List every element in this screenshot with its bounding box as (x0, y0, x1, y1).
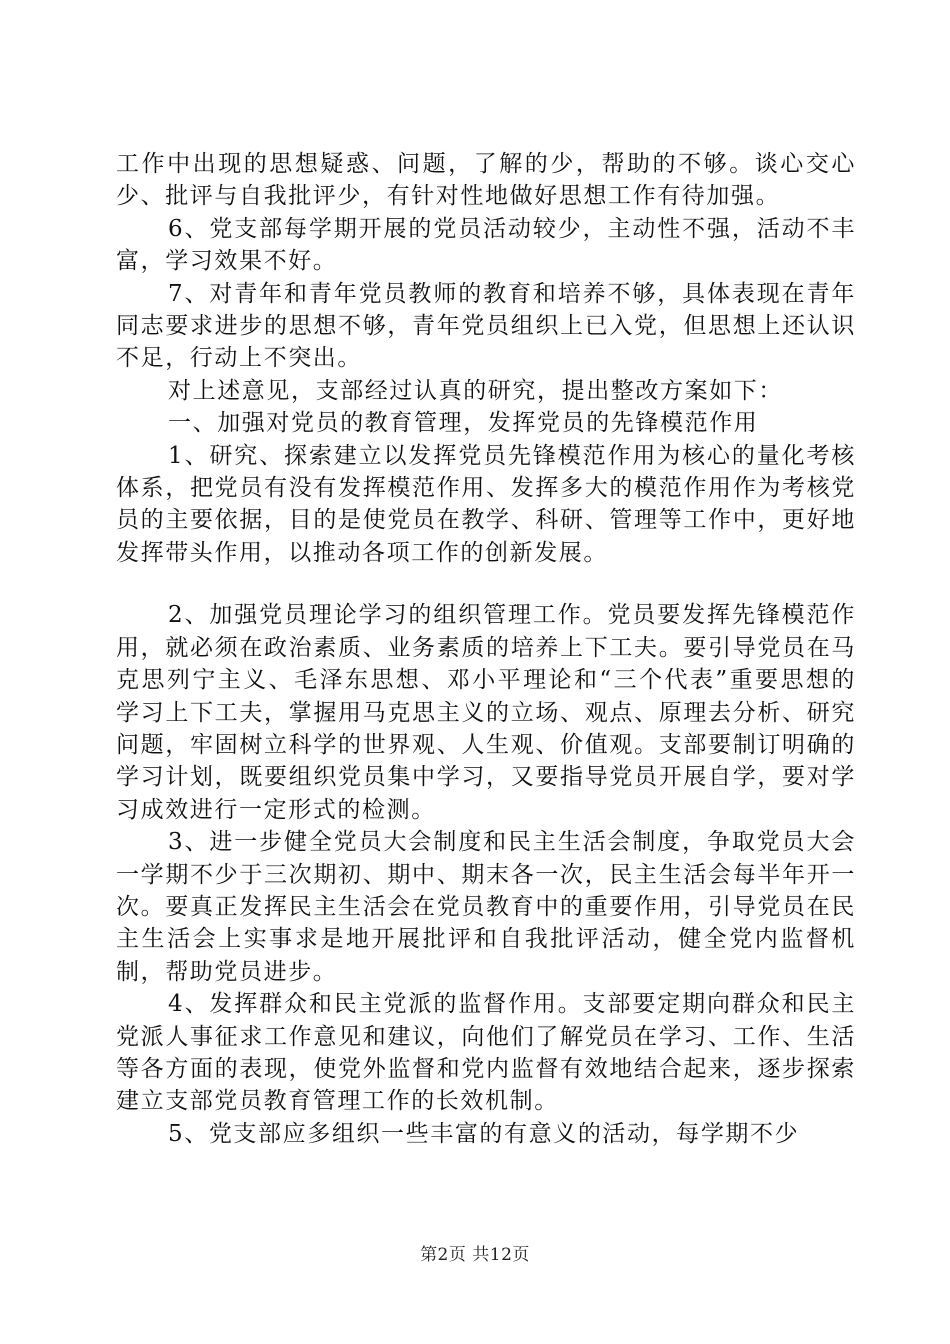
document-body (116, 148, 856, 1150)
paragraph-item-7: 7、对青年和青年党员教师的教育和培养不够，具体表现在青年同志要求进步的思想不够，青年党员组织上已入党，但思想上还认识不足，行动上不突出。 (116, 280, 856, 372)
paragraph-spacer (116, 569, 856, 599)
paragraph-item-6: 6、党支部每学期开展的党员活动较少，主动性不强，活动不丰富，学习效果不好。 (116, 215, 856, 275)
paragraph-point-5: 5、党支部应多组织一些丰富的有意义的活动，每学期不少 (168, 1120, 800, 1147)
paragraph-continuation: 工作中出现的思想疑惑、问题，了解的少，帮助的不够。谈心交心少、批评与自我批评少，有针对性地做好思想工作有待加强。 (116, 151, 856, 210)
paragraph-point-2: 2、加强党员理论学习的组织管理工作。党员要发挥先锋模范作用，就必须在政治素质、业务素质的培养上下工夫。要引导党员在马克思列宁主义、毛泽东思想、邓小平理论和“三个代表”重要思想的学习上下工夫，掌握用马克思主义的立场、观点、原理去分析、研究问题，牢固树立科学的世界观、人生观、价值观。支部要制订明确的学习计划，既要组织党员集中学习，又要指导党员开展自学，要对学习成效进行一定形式的检测。 (116, 602, 856, 823)
paragraph-point-3: 3、进一步健全党员大会制度和民主生活会制度，争取党员大会一学期不少于三次期初、期中、期末各一次，民主生活会每半年开一次。要真正发挥民主生活会在党员教育中的重要作用，引导党员在民主生活会上实事求是地开展批评和自我批评活动，健全党内监督机制，帮助党员进步。 (116, 829, 856, 985)
section-heading: 一、加强对党员的教育管理，发挥党员的先锋模范作用 (168, 410, 759, 437)
paragraph-point-1: 1、研究、探索建立以发挥党员先锋模范作用为核心的量化考核体系，把党员有没有发挥模范作用、发挥多大的模范作用作为考核党员的主要依据，目的是使党员在教学、科研、管理等工作中，更好地发挥带头作用，以推动各项工作的创新发展。 (116, 442, 856, 566)
paragraph-point-4: 4、发挥群众和民主党派的监督作用。支部要定期向群众和民主党派人事征求工作意见和建议，向他们了解党员在学习、工作、生活等各方面的表现，使党外监督和党内监督有效地结合起来，逐步探索建立支部党员教育管理工作的长效机制。 (116, 991, 856, 1115)
page-number-footer: 第2页 共12页 (420, 1245, 530, 1265)
paragraph-intro: 对上述意见，支部经过认真的研究，提出整改方案如下： (168, 377, 783, 404)
